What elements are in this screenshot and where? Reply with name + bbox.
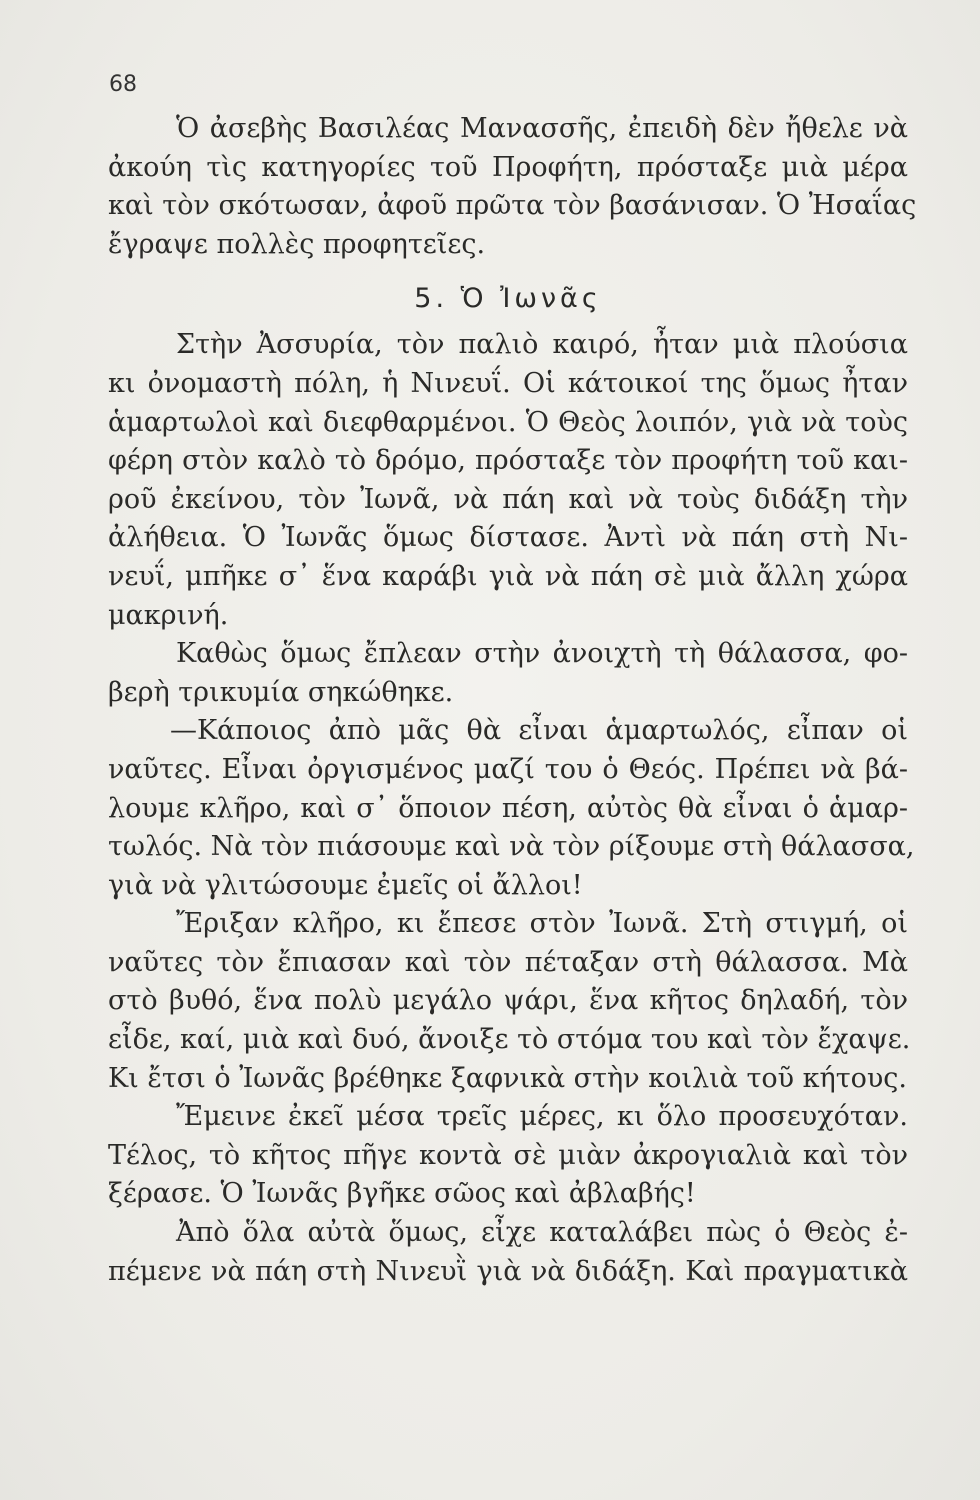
paragraph [108, 635, 908, 712]
text-line: Καθὼς ὅμως ἔπλεαν στὴν ἀνοιχτὴ τὴ θάλασσα, φο- [176, 638, 908, 670]
paragraph [108, 1098, 908, 1214]
text-line: νευΐ, μπῆκε σ᾽ ἕνα καράβι γιὰ νὰ πάη σὲ μιὰ ἄλλη χώρα [108, 560, 908, 592]
paragraph [108, 1214, 908, 1291]
text-line: Στὴν Ἀσσυρία, τὸν παλιὸ καιρό, ἦταν μιὰ πλούσια [176, 329, 908, 361]
text-line: εἶδε, καί, μιὰ καὶ δυό, ἄνοιξε τὸ στόμα του καὶ τὸν ἔχαψε. [108, 1024, 911, 1056]
text-line: καὶ τὸν σκότωσαν, ἀφοῦ πρῶτα τὸν βασάνισαν. Ὁ Ἠσαΐας [108, 190, 917, 222]
text-line: φέρη στὸν καλὸ τὸ δρόμο, πρόσταξε τὸν προφήτη τοῦ και- [108, 445, 908, 477]
text-line: Κι ἔτσι ὁ Ἰωνᾶς βρέθηκε ξαφνικὰ στὴν κοιλιὰ τοῦ κήτους. [108, 1062, 908, 1094]
page-number: 68 [109, 72, 137, 97]
text-line: πέμενε νὰ πάη στὴ Νινευῒ γιὰ νὰ διδάξη. Καὶ πραγματικὰ [108, 1255, 908, 1287]
text-line: ναῦτες τὸν ἔπιασαν καὶ τὸν πέταξαν στὴ θάλασσα. Μὰ [108, 946, 908, 978]
text-line: τωλός. Νὰ τὸν πιάσουμε καὶ νὰ τὸν ρίξουμε στὴ θάλασσα, [108, 831, 915, 863]
text-line: ἀλήθεια. Ὁ Ἰωνᾶς ὅμως δίστασε. Ἀντὶ νὰ πάη στὴ Νι- [108, 522, 908, 554]
text-line: Ὁ ἀσεβὴς Βασιλέας Μανασσῆς, ἐπειδὴ δὲν ἤθελε νὰ [176, 113, 908, 144]
text-line: γιὰ νὰ γλιτώσουμε ἐμεῖς οἱ ἄλλοι! [108, 869, 583, 901]
text-line: ναῦτες. Εἶναι ὀργισμένος μαζί του ὁ Θεός. Πρέπει νὰ βά- [108, 753, 908, 785]
paragraphs-after-heading [108, 326, 915, 1291]
text-line: Ἔμεινε ἐκεῖ μέσα τρεῖς μέρες, κι ὅλο προσευχόταν. [176, 1101, 908, 1133]
text-line: Ἀπὸ ὅλα αὐτὰ ὅμως, εἶχε καταλάβει πὼς ὁ Θεὸς ἐ- [176, 1217, 908, 1249]
text-line: κι ὀνομαστὴ πόλη, ἡ Νινευΐ. Οἱ κάτοικοί της ὅμως ἦταν [108, 367, 908, 399]
body-text [108, 110, 917, 1291]
text-line: ροῦ ἐκείνου, τὸν Ἰωνᾶ, νὰ πάη καὶ νὰ τοὺς διδάξη τὴν [108, 483, 908, 515]
text-line: λουμε κλῆρο, καὶ σ᾽ ὅποιον πέση, αὐτὸς θὰ εἶναι ὁ ἁμαρ- [108, 792, 908, 824]
text-line: ἔγραψε πολλὲς προφητεῖες. [108, 228, 486, 260]
text-line: στὸ βυθό, ἕνα πολὺ μεγάλο ψάρι, ἕνα κῆτος δηλαδή, τὸν [108, 985, 908, 1017]
text-line: μακρινή. [108, 599, 229, 631]
paragraph [108, 905, 911, 1098]
paragraphs-before-heading [108, 110, 917, 264]
text-line: βερὴ τρικυμία σηκώθηκε. [108, 676, 454, 708]
section-heading: 5. Ὁ Ἰωνᾶς [414, 283, 602, 315]
paragraph [108, 110, 917, 264]
text-line: —Κάποιος ἀπὸ μᾶς θὰ εἶναι ἁμαρτωλός, εἶπαν οἱ [170, 715, 908, 747]
paragraph [108, 326, 908, 635]
text-line: ἀκούη τὶς κατηγορίες τοῦ Προφήτη, πρόσταξε μιὰ μέρα [108, 151, 908, 183]
text-line: ἁμαρτωλοὶ καὶ διεφθαρμένοι. Ὁ Θεὸς λοιπόν, γιὰ νὰ τοὺς [108, 406, 908, 438]
text-line: ξέρασε. Ὁ Ἰωνᾶς βγῆκε σῶος καὶ ἀβλαβής! [108, 1178, 696, 1210]
text-line: Τέλος, τὸ κῆτος πῆγε κοντὰ σὲ μιὰν ἀκρογιαλιὰ καὶ τὸν [108, 1139, 908, 1171]
paragraph [108, 712, 915, 905]
text-line: Ἔριξαν κλῆρο, κι ἔπεσε στὸν Ἰωνᾶ. Στὴ στιγμή, οἱ [176, 908, 908, 940]
